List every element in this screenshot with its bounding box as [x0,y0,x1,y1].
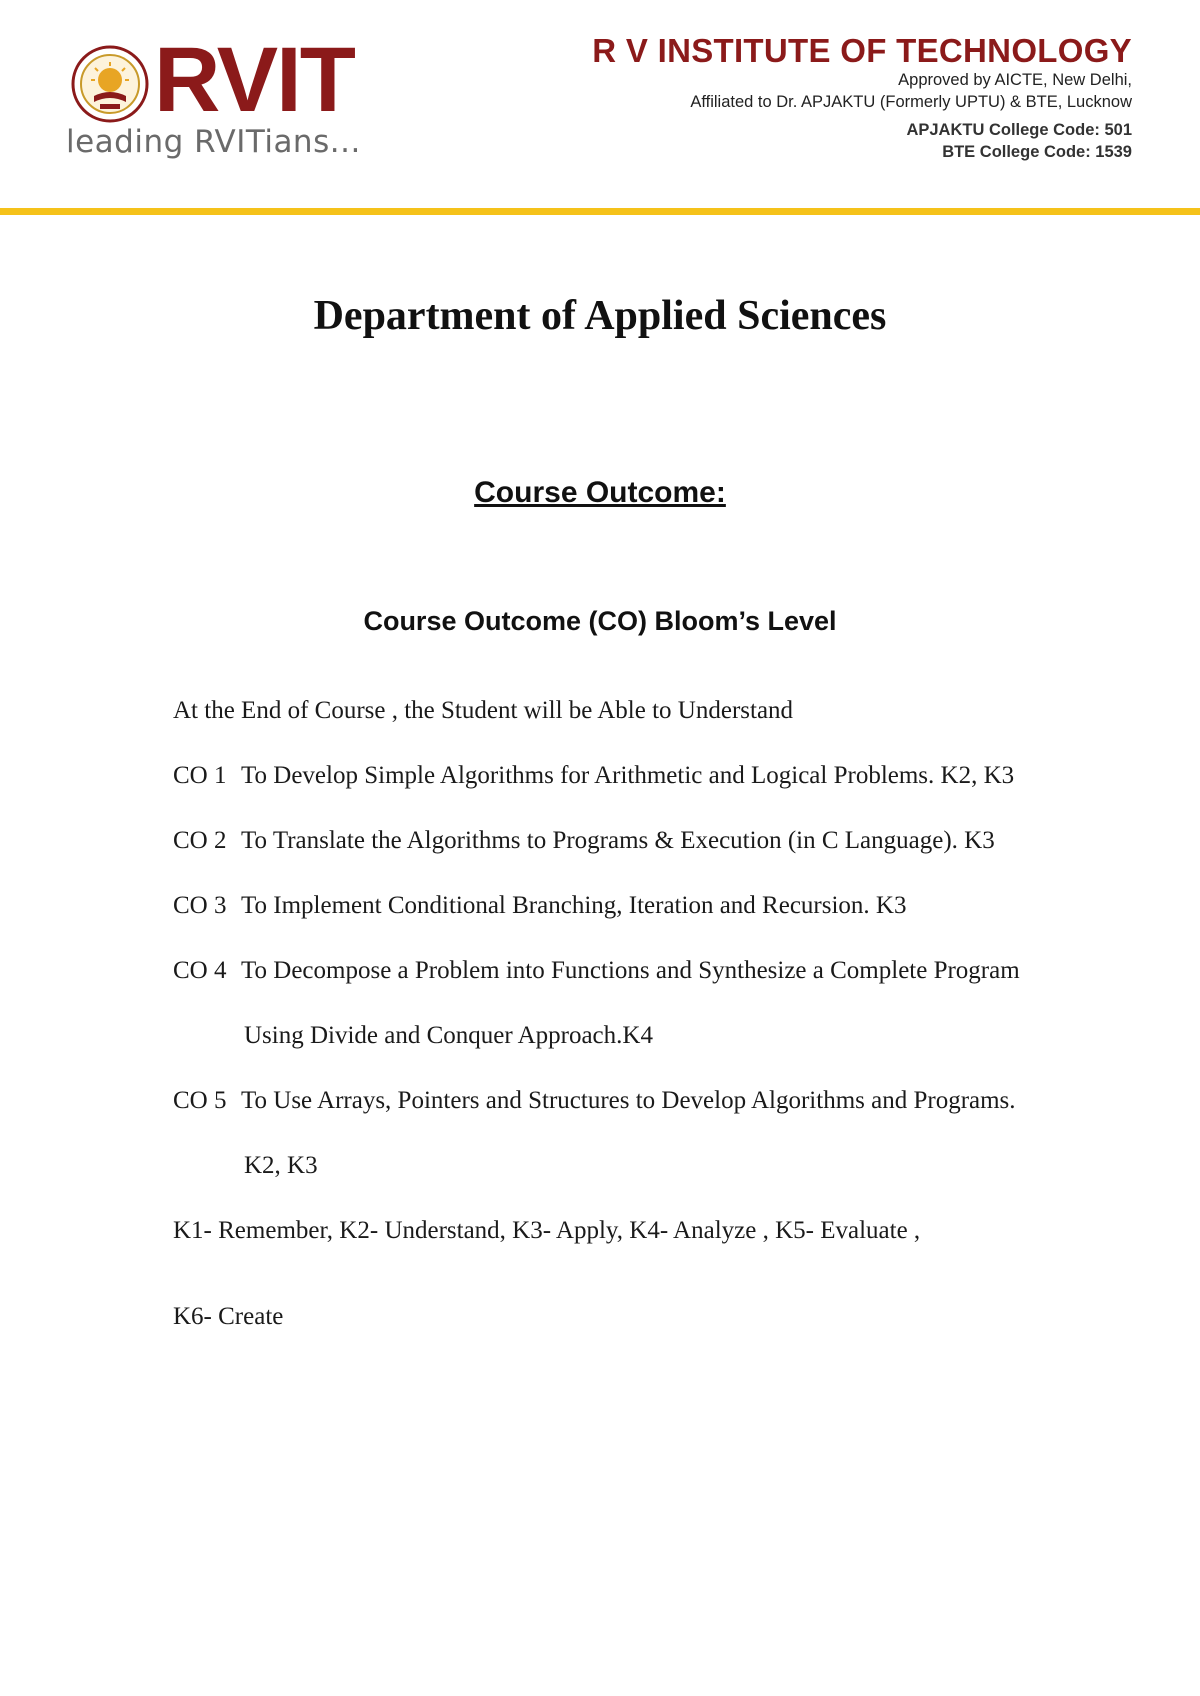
outcome-text: To Decompose a Problem into Functions and Synthesize a Complete Program [241,957,1020,984]
outcome-label: CO 1 [173,762,227,789]
bte-code: BTE College Code: 1539 [942,142,1132,161]
outcome-label: CO 3 [173,892,227,919]
blooms-legend-line-2: K6- Create [173,1303,284,1330]
department-title: Department of Applied Sciences [313,293,887,339]
outcome-co5-continuation: K2, K3 [244,1152,318,1179]
college-emblem-icon [70,44,150,124]
approval-line: Approved by AICTE, New Delhi, [898,70,1132,89]
blooms-legend-line-1: K1- Remember, K2- Understand, K3- Apply, K4- Analyze , K5- Evaluate , [173,1217,921,1244]
affiliation-line: Affiliated to Dr. APJAKTU (Formerly UPTU) & BTE, Lucknow [690,92,1132,111]
outcome-text: To Translate the Algorithms to Programs & Execution (in C Language). K3 [241,827,995,854]
letterhead [0,0,1200,210]
outcome-label: CO 5 [173,1087,227,1114]
outcome-co2 [173,827,995,855]
institute-name: R V INSTITUTE OF TECHNOLOGY [592,32,1132,69]
header-divider [0,208,1200,215]
outcome-label: CO 2 [173,827,227,854]
course-outcome-heading: Course Outcome: [474,476,726,509]
intro-line: At the End of Course , the Student will be Able to Understand [173,697,794,724]
outcome-label: CO 4 [173,957,227,984]
outcome-co3 [173,892,906,920]
rvit-logo [64,29,394,168]
outcome-co4 [173,957,1020,985]
course-outcome-subheading: Course Outcome (CO) Bloom’s Level [363,606,837,636]
apjaktu-code: APJAKTU College Code: 501 [906,120,1132,139]
institute-details [592,34,1132,163]
outcome-co1 [173,762,1014,790]
outcome-text: To Use Arrays, Pointers and Structures to Develop Algorithms and Programs. [241,1087,1016,1114]
outcome-text: To Develop Simple Algorithms for Arithmetic and Logical Problems. K2, K3 [241,762,1015,789]
logo-tagline: leading RVITians... [66,124,361,160]
logo-wordmark: RVIT [154,29,354,131]
outcome-text: To Implement Conditional Branching, Iteration and Recursion. K3 [241,892,907,919]
outcome-co4-continuation: Using Divide and Conquer Approach.K4 [244,1022,653,1049]
outcome-co5 [173,1087,1016,1115]
